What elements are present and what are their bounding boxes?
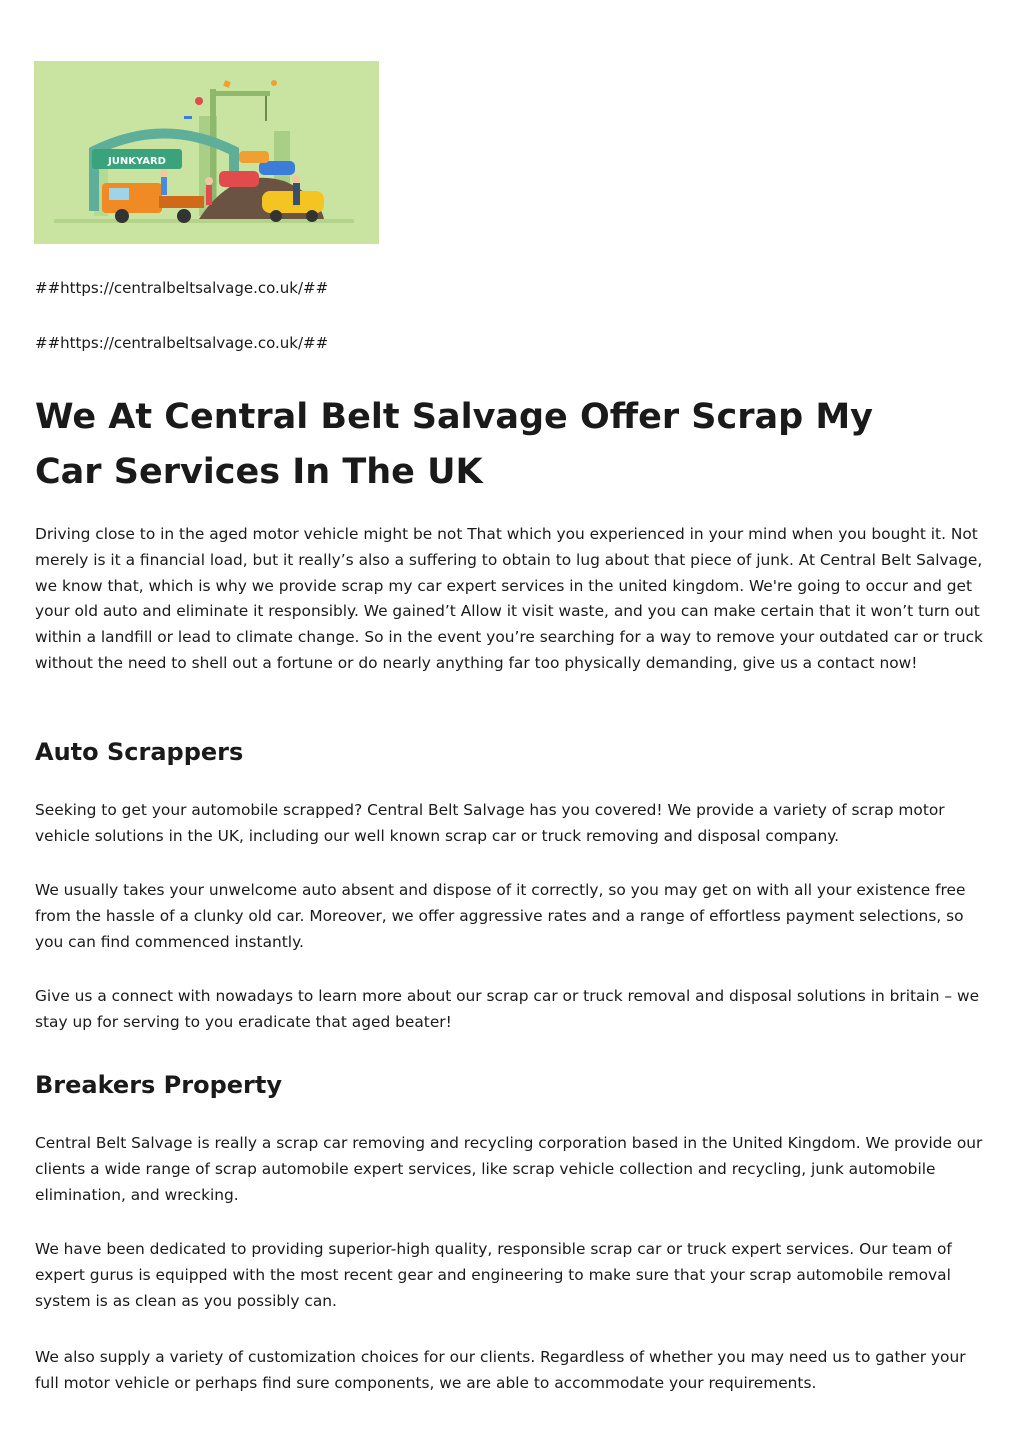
junkyard-illustration-icon bbox=[34, 61, 379, 244]
section-heading-auto-scrappers: Auto Scrappers bbox=[35, 738, 244, 766]
junkyard-sign-text: JUNKYARD bbox=[108, 156, 166, 167]
intro-paragraph: Driving close to in the aged motor vehicle might be not That which you experienced in your mind when you bought it. Not merely is it a financial load, but it really’s also a suffering to obtain to lug about that piece of junk. At Central Belt Salvage, we know that, which is why we provide scrap my car expert services in the united kingdom. We're going to occur and get your old auto and eliminate it responsibly. We gained’t Allow it visit waste, and you can make certain that it won’t turn out within a landfill or lead to climate change. So in the event you’re searching for a way to remove your outdated car or truck without the need to shell out a fortune or do nearly anything far too physically demanding, give us a contact now! bbox=[35, 525, 983, 672]
hero-image bbox=[34, 61, 379, 244]
paragraph: Seeking to get your automobile scrapped? Central Belt Salvage has you covered! We provide a variety of scrap motor vehicle solutions in the UK, including our well known scrap car or truck removing and disposal company. bbox=[35, 801, 945, 845]
paragraph: We have been dedicated to providing superior-high quality, responsible scrap car or truck expert services. Our team of expert gurus is equipped with the most recent gear and engineering to make sure that your scrap automobile removal system is as clean as you possibly can. bbox=[35, 1240, 952, 1310]
paragraph: Central Belt Salvage is really a scrap car removing and recycling corporation based in the United Kingdom. We provide our clients a wide range of scrap automobile expert services, like scrap vehicle collection and recycling, junk automobile elimination, and wrecking. bbox=[35, 1134, 983, 1204]
source-url-line: ##https://centralbeltsalvage.co.uk/## bbox=[35, 279, 329, 297]
paragraph: Give us a connect with nowadays to learn more about our scrap car or truck removal and disposal solutions in britain – we stay up for serving to you eradicate that aged beater! bbox=[35, 987, 980, 1031]
source-url-line: ##https://centralbeltsalvage.co.uk/## bbox=[35, 334, 329, 352]
page-title: We At Central Belt Salvage Offer Scrap My Car Services In The UK bbox=[35, 397, 873, 492]
section-heading-breakers-property: Breakers Property bbox=[35, 1071, 282, 1099]
paragraph: We also supply a variety of customization choices for our clients. Regardless of whether you may need us to gather your full motor vehicle or perhaps find sure components, we are able to accommodate your requirements. bbox=[35, 1348, 966, 1392]
paragraph: We usually takes your unwelcome auto absent and dispose of it correctly, so you may get on with all your existence free from the hassle of a clunky old car. Moreover, we offer aggressive rates and a range of effortless payment selections, so you can find commenced instantly. bbox=[35, 881, 966, 951]
